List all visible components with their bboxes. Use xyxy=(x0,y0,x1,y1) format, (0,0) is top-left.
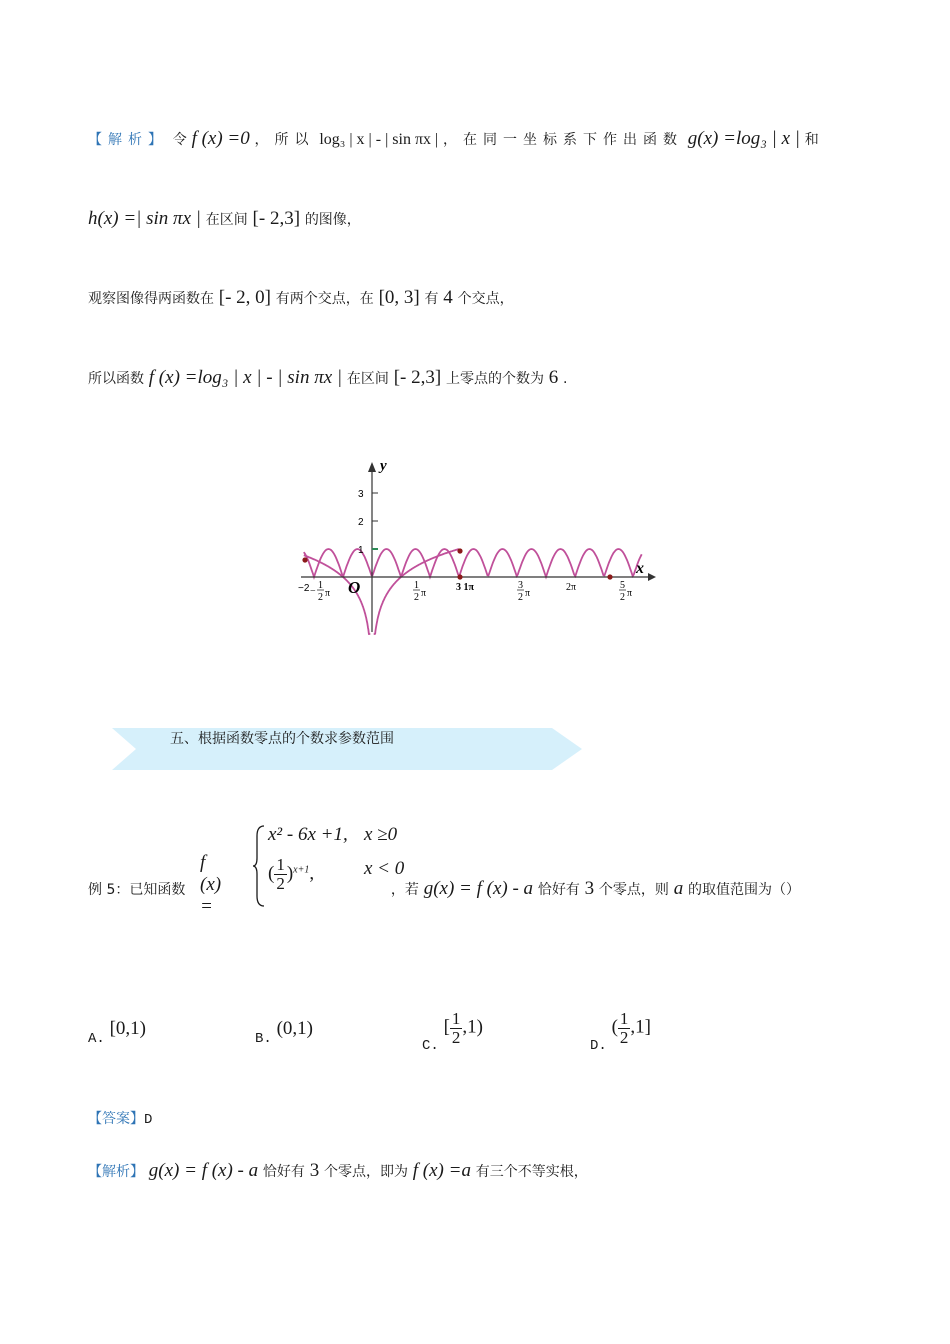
option-fraction: $\frac{1}{2}$ xyxy=(619,1009,629,1047)
svg-text:2: 2 xyxy=(414,592,419,603)
text: 有两个交点，在 xyxy=(275,291,374,307)
svg-text:5: 5 xyxy=(620,580,625,591)
answer-value: D xyxy=(144,1112,153,1128)
x-label-3-half-pi xyxy=(517,580,530,603)
analysis-line-4 xyxy=(88,367,567,389)
svg-text:2: 2 xyxy=(620,592,625,603)
function-graph xyxy=(296,456,666,636)
answer-line xyxy=(88,1108,152,1128)
case-2-fraction: $\frac{1}{2}$ xyxy=(276,855,285,893)
text: 在区间 xyxy=(205,212,248,228)
formula: f (x) =a xyxy=(412,1160,471,1181)
formula: [- 2,3] xyxy=(393,367,442,388)
x-label-neg-half-pi xyxy=(310,580,330,603)
analysis-line-3 xyxy=(88,287,514,309)
text: 恰好有 xyxy=(537,882,580,898)
text: 所以函数 xyxy=(88,371,144,387)
option-a[interactable] xyxy=(88,1018,146,1048)
x-tick-label: −2 xyxy=(298,583,310,594)
origin-label: O xyxy=(348,578,361,597)
analysis-line-2 xyxy=(88,208,361,230)
text: 观察图像得两函数在 xyxy=(88,291,214,307)
option-c[interactable]: C. [ $\frac{1}{2}$ ,1) xyxy=(422,1009,483,1054)
text: 的图像， xyxy=(304,212,361,228)
option-label: A. xyxy=(88,1031,105,1047)
formula: g(x) =log₃ | x | xyxy=(687,128,800,149)
svg-text:1: 1 xyxy=(318,580,323,591)
text: ，所以 xyxy=(254,132,315,148)
svg-text:π: π xyxy=(325,588,331,599)
formula: a xyxy=(673,878,684,899)
text: 上零点的个数为 xyxy=(445,371,544,387)
svg-text:3: 3 xyxy=(518,580,523,591)
section-title: 五、根据函数零点的个数求参数范围 xyxy=(170,731,394,747)
formula: h(x) =| sin πx | xyxy=(88,208,201,229)
case-2: ( $\frac{1}{2}$ )$^{x+1}$, x < 0 xyxy=(268,855,405,893)
y-axis-label: y xyxy=(380,458,387,474)
analysis-tag: 【解析】 xyxy=(88,1164,144,1180)
text: 恰好有 xyxy=(262,1164,305,1180)
formula: 4 xyxy=(443,287,453,308)
text: 有 xyxy=(424,291,439,307)
example-prefix: 例 5：已知函数 xyxy=(88,882,186,898)
x-label-5-half-pi xyxy=(619,580,632,603)
svg-text:π: π xyxy=(525,588,531,599)
text: 令 xyxy=(172,132,187,148)
option-label: B. xyxy=(255,1031,272,1047)
text: 和 xyxy=(804,132,819,148)
x-label-3-pi: 3 1π xyxy=(456,582,474,593)
formula: f (x) =0 xyxy=(191,128,250,149)
y-tick-label: 1 xyxy=(358,545,364,556)
formula: [- 2, 0] xyxy=(218,287,272,308)
text: ，若 xyxy=(390,882,419,898)
option-value: (0,1) xyxy=(276,1018,313,1039)
formula: [- 2,3] xyxy=(252,208,301,229)
formula: [0, 3] xyxy=(378,287,420,308)
formula: g(x) = f (x) - a xyxy=(423,878,534,899)
option-d[interactable]: D. ( $\frac{1}{2}$ ,1] xyxy=(590,1009,651,1054)
option-label: D. xyxy=(590,1037,607,1054)
text: 的取值范围为（） xyxy=(687,882,800,898)
text: 个交点， xyxy=(457,291,514,307)
option-label: C. xyxy=(422,1037,439,1054)
svg-text:1: 1 xyxy=(414,580,419,591)
example-line xyxy=(88,878,800,900)
f-label: f (x) = xyxy=(200,852,222,917)
analysis-tag: 【解析】 xyxy=(88,132,168,148)
svg-text:2: 2 xyxy=(318,592,323,603)
point xyxy=(302,557,307,562)
formula: 3 xyxy=(309,1160,320,1181)
formula: 3 xyxy=(584,878,595,899)
formula: log₃ | x | - | sin πx | xyxy=(319,131,439,148)
x-axis-arrow-icon xyxy=(648,573,656,581)
case-1-condition: x ≥0 xyxy=(364,824,398,845)
case-2-condition: x < 0 xyxy=(364,858,405,879)
case-1 xyxy=(268,824,398,846)
case-1-expression: x² - 6x +1, xyxy=(268,824,348,845)
option-value: [0,1) xyxy=(109,1018,146,1039)
x-axis-label: x xyxy=(636,560,644,577)
text: 在区间 xyxy=(346,371,389,387)
svg-text:2: 2 xyxy=(518,592,523,603)
formula: g(x) = f (x) - a xyxy=(148,1160,259,1181)
case-2-exponent: x+1 xyxy=(293,864,310,876)
y-tick-label: 2 xyxy=(358,517,364,528)
analysis-2-line xyxy=(88,1160,588,1182)
point xyxy=(457,574,462,579)
svg-text:−: − xyxy=(310,586,316,597)
y-axis-arrow-icon xyxy=(368,462,376,472)
text: 个零点，即为 xyxy=(323,1164,408,1180)
x-label-2-pi: 2π xyxy=(566,582,577,593)
svg-text:π: π xyxy=(627,588,633,599)
svg-text:π: π xyxy=(421,588,427,599)
text: 有三个不等实根， xyxy=(475,1164,588,1180)
x-label-half-pi xyxy=(413,580,426,603)
text: 个零点，则 xyxy=(598,882,669,898)
formula: f (x) =log₃ | x | - | sin πx | xyxy=(148,367,343,388)
point xyxy=(457,548,462,553)
text: . xyxy=(563,371,568,387)
option-fraction: $\frac{1}{2}$ xyxy=(451,1009,461,1047)
formula: 6 xyxy=(548,367,559,388)
sin-curve xyxy=(304,549,642,577)
y-tick-label: 3 xyxy=(358,489,364,500)
answer-tag: 【答案】 xyxy=(88,1111,144,1127)
text: ，在同一坐标系下作出函数 xyxy=(443,132,684,148)
option-b[interactable] xyxy=(255,1018,313,1048)
point xyxy=(607,574,612,579)
analysis-line-1 xyxy=(88,128,819,150)
